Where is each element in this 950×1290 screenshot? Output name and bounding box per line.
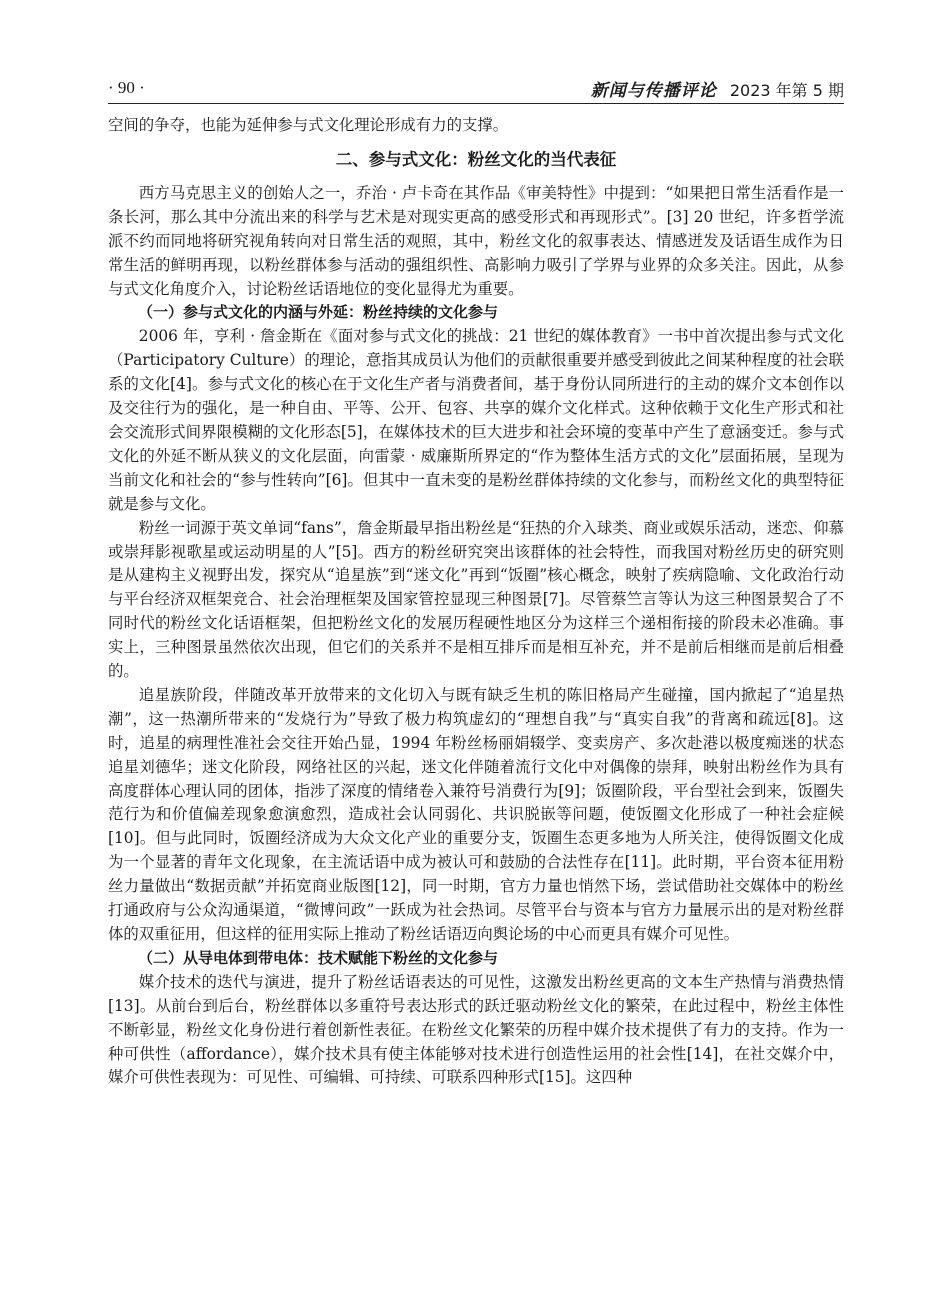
article-body <box>108 114 844 1090</box>
subsection-heading: （一）参与式文化的内涵与外延：粉丝持续的文化参与 <box>138 303 499 322</box>
header-rule <box>108 103 844 104</box>
paragraph-continuation: 空间的争夺，也能为延伸参与式文化理论形成有力的支撑。 <box>108 116 509 134</box>
paragraph: 追星族阶段，伴随改革开放带来的文化切入与既有缺乏生机的陈旧格局产生碰撞，国内掀起了“追星热潮”，这一热潮所带来的“发烧行为”导致了极力构筑虚幻的“理想自我”与“真实自我”的背离和疏远[8]。这时，追星的病理性准社会交往开始凸显，1994 年粉丝杨丽娟辍学、变卖房产、多次赴港以极度痴迷的状态追星刘德华；迷文化阶段，网络社区的兴起，迷文化伴随着流行文化中对偶像的崇拜，映射出粉丝作为具有高度群体心理认同的团体，指涉了深度的情绪卷入兼符号消费行为[9]；饭圈阶段，平台型社会到来，饭圈失范行为和价值偏差现象愈演愈烈，造成社会认同弱化、共识脱嵌等问题，使饭圈文化形成了一种社会症候[10]。但与此同时，饭圈经济成为大众文化产业的重要分支，饭圈生态更多地为人所关注，使得饭圈文化成为一个显著的青年文化现象，在主流话语中成为被认可和鼓励的合法性存在[11]。此时期，平台资本征用粉丝力量做出“数据贡献”并拓宽商业版图[12]，同一时期，官方力量也悄然下场，尝试借助社交媒体中的粉丝打通政府与公众沟通渠道，“微博问政”一跃成为社会热词。尽管平台与资本与官方力量展示出的是对粉丝群体的双重征用，但这样的征用实际上推动了粉丝话语迈向舆论场的中心而更具有媒介可见性。 <box>108 685 844 943</box>
page-header <box>108 76 844 104</box>
section-heading: 二、参与式文化：粉丝文化的当代表征 <box>335 149 617 169</box>
page-number: · 90 · <box>108 78 145 97</box>
paragraph: 2006 年，亨利 · 詹金斯在《面对参与式文化的挑战：21 世纪的媒体教育》一书中首次提出参与式文化（Participatory Culture）的理论，意指其成员认为他们的贡献很重要并感受到彼此之间某种程度的社会联系的文化[4]。参与式文化的核心在于文化生产者与消费者间，基于身份认同所进行的主动的媒介文本创作以及交往行为的强化，是一种自由、平等、公开、包容、共享的媒介文化样式。这种依赖于文化生产形式和社会交流形式间界限模糊的文化形态[5]，在媒体技术的巨大进步和社会环境的变革中产生了意涵变迁。参与式文化的外延不断从狭义的文化层面，向雷蒙 · 威廉斯所界定的“作为整体生活方式的文化”层面拓展，呈现为当前文化和社会的“参与性转向”[6]。但其中一直未变的是粉丝群体持续的文化参与，而粉丝文化的典型特征就是参与文化。 <box>108 327 844 513</box>
journal-name: 新闻与传播评论 <box>590 81 717 101</box>
issue-info: 2023 年第 5 期 <box>729 81 844 100</box>
paragraph: 西方马克思主义的创始人之一，乔治 · 卢卡奇在其作品《审美特性》中提到：“如果把日常生活看作是一条长河，那么其中分流出来的科学与艺术是对现实更高的感受形式和再现形式”。[3] 20 世纪，许多哲学流派不约而同地将研究视角转向对日常生活的观照，其中，粉丝文化的叙事表达、情感迸发及话语生成作为日常生活的鲜明再现，以粉丝群体参与活动的强组织性、高影响力吸引了学界与业界的众多关注。因此，从参与式文化角度介入，讨论粉丝话语地位的变化显得尤为重要。 <box>108 183 844 298</box>
header-right <box>591 76 844 101</box>
subsection-heading: （二）从导电体到带电体：技术赋能下粉丝的文化参与 <box>138 948 499 967</box>
paragraph: 媒介技术的迭代与演进，提升了粉丝话语表达的可见性，这激发出粉丝更高的文本生产热情与消费热情[13]。从前台到后台，粉丝群体以多重符号表达形式的跃迁驱动粉丝文化的繁荣，在此过程中，粉丝主体性不断彰显，粉丝文化身份进行着创新性表征。在粉丝文化繁荣的历程中媒介技术提供了有力的支持。作为一种可供性（affordance），媒介技术具有使主体能够对技术进行创造性运用的社会性[14]，在社交媒介中，媒介可供性表现为：可见性、可编辑、可持续、可联系四种形式[15]。这四种 <box>108 972 844 1087</box>
paragraph: 粉丝一词源于英文单词“fans”，詹金斯最早指出粉丝是“狂热的介入球类、商业或娱乐活动，迷恋、仰慕或崇拜影视歌星或运动明星的人”[5]。西方的粉丝研究突出该群体的社会特性，而我国对粉丝历史的研究则是从建构主义视野出发，探究从“追星族”到“迷文化”再到“饭圈”核心概念，映射了疾病隐喻、文化政治行动与平台经济双框架竞合、社会治理框架及国家管控显现三种图景[7]。尽管蔡竺言等认为这三种图景契合了不同时代的粉丝文化话语框架，但把粉丝文化的发展历程硬性地区分为这样三个递相衔接的阶段未必准确。事实上，三种图景虽然依次出现，但它们的关系并不是相互排斥而是相互补充，并不是前后相继而是前后相叠的。 <box>108 518 844 681</box>
